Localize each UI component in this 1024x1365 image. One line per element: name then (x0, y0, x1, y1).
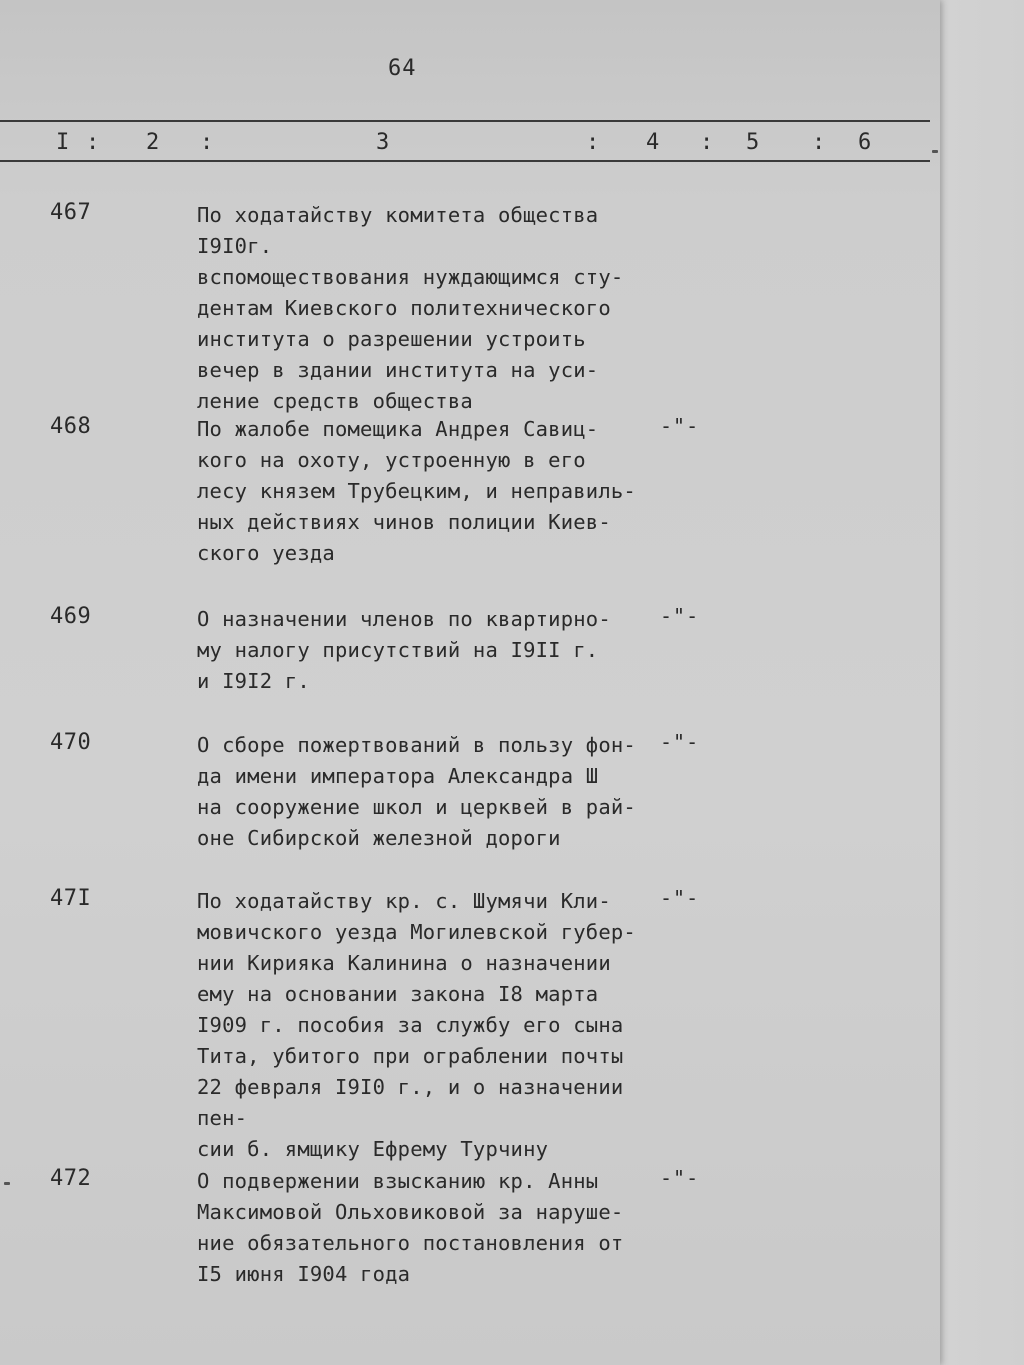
column-separator: : (700, 130, 714, 155)
column-header-3: 3 (376, 130, 390, 155)
ditto-mark: -"- (660, 414, 700, 438)
ditto-mark: -"- (660, 886, 700, 910)
column-separator: : (812, 130, 826, 155)
entry-description: По ходатайству кр. с. Шумячи Кли- мовичского уезда Могилевской губер- нии Кирияка Калинина о назначении ему на основании закона I8 марта I909 г. пособия за службу его сына Тита, убитого при ограблении почты 22 февраля I9I0 г., и о назначении пен- сии б. ямщику Ефрему Турчину (197, 889, 636, 1161)
entry-number: 47I (50, 886, 92, 911)
column-separator: : (586, 130, 600, 155)
page-number: 64 (388, 56, 417, 81)
column-header-4: 4 (646, 130, 660, 155)
column-header-6: 6 (858, 130, 872, 155)
entry-number: 470 (50, 730, 92, 755)
column-header-2: 2 (146, 130, 160, 155)
entry-description: По ходатайству комитета общества I9I0г. вспомоществования нуждающимся сту- дентам Киевского политехнического института о разрешении устроить вечер в здании института на уси- ление средств общества (197, 203, 624, 413)
column-separator: : (200, 130, 214, 155)
ditto-mark: -"- (660, 730, 700, 754)
header-rule-top (0, 120, 930, 122)
entry-number: 468 (50, 414, 92, 439)
header-rule-bottom (0, 160, 930, 162)
entry-description: О подвержении взысканию кр. Анны Максимовой Ольховиковой за наруше- ние обязательного постановления от I5 июня I904 года (197, 1169, 624, 1286)
entry-number: 472 (50, 1166, 92, 1191)
entry-number: 469 (50, 604, 92, 629)
entry-number: 467 (50, 200, 92, 225)
ditto-mark: -"- (660, 604, 700, 628)
column-header-5: 5 (746, 130, 760, 155)
ditto-mark: -"- (660, 1166, 700, 1190)
paper-speck (932, 150, 938, 153)
column-header-1: I (56, 130, 70, 155)
entry-description: По жалобе помещика Андрея Савиц- кого на охоту, устроенную в его лесу князем Трубецким, и неправиль- ных действиях чинов полиции Киев- ского уезда (197, 417, 636, 565)
paper-speck (4, 1182, 10, 1185)
entry-description: О сборе пожертвований в пользу фон- да имени императора Александра Ш на сооружение школ и церквей в рай- оне Сибирской железной дороги (197, 733, 636, 850)
entry-description: О назначении членов по квартирно- му налогу присутствий на I9II г. и I9I2 г. (197, 607, 611, 693)
column-separator: : (86, 130, 100, 155)
